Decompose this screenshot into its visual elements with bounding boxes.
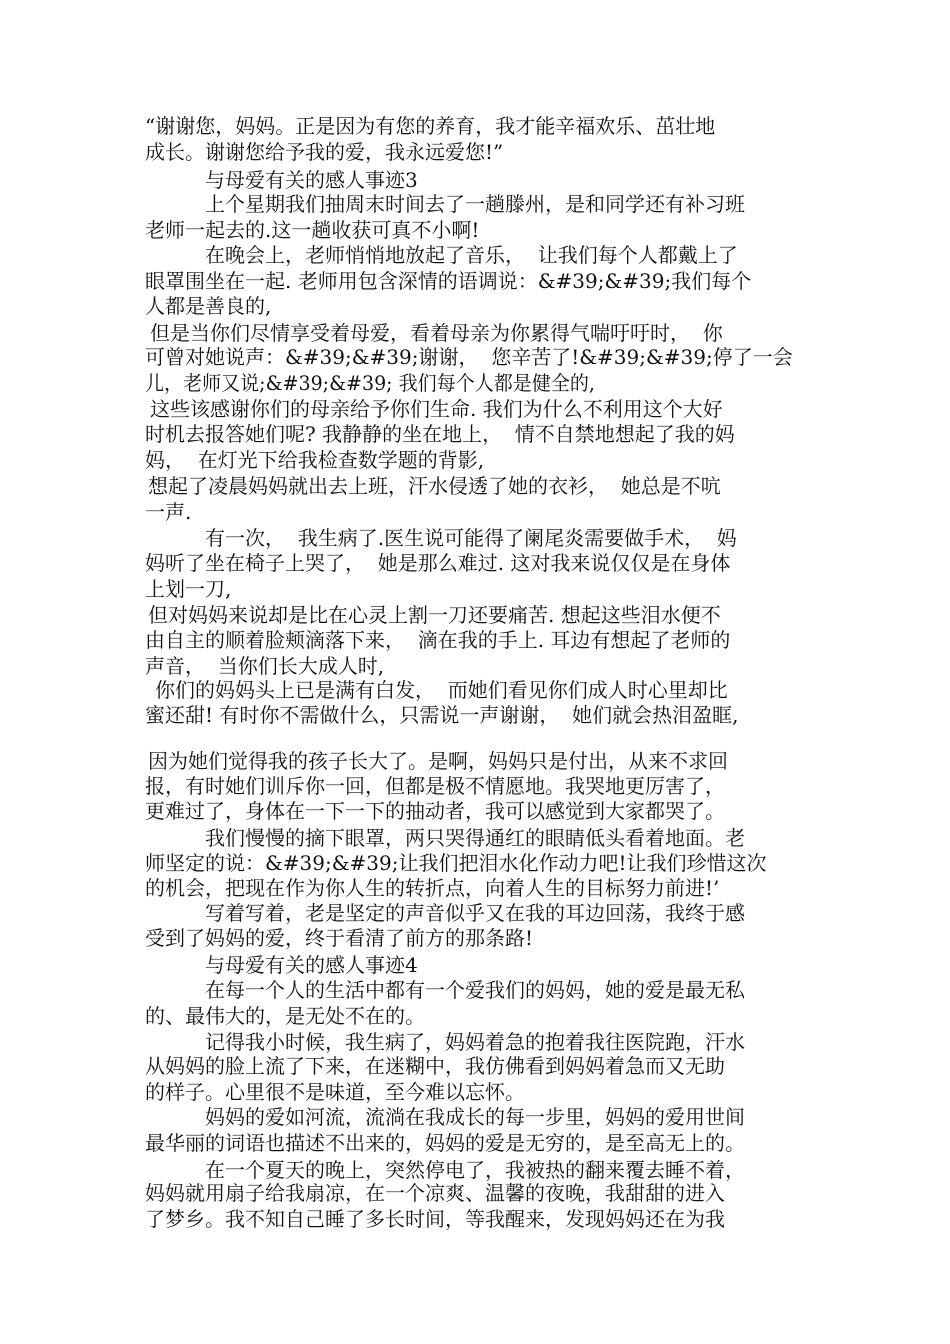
text-line: 因为她们觉得我的孩子长大了。是啊，妈妈只是付出，从来不求回 (148, 749, 728, 773)
text-line: 想起了凌晨妈妈就出去上班，汗水侵透了她的衣衫， 她总是不吭 (148, 474, 721, 498)
text-line: 成长。谢谢您给予我的爱，我永远爱您!” (145, 140, 504, 164)
text-line: 但对妈妈来说却是比在心灵上割一刀还要痛苦. 想起这些泪水便不 (148, 603, 721, 627)
text-line: 时机去报答她们呢? 我静静的坐在地上， 情不自禁地想起了我的妈 (145, 422, 735, 446)
text-line: 了梦乡。我不知自己睡了多长时间，等我醒来，发现妈妈还在为我 (145, 1207, 725, 1231)
text-line: 的、最伟大的，是无处不在的。 (145, 1004, 425, 1028)
text-line: 写着写着，老是坚定的声音似乎又在我的耳边回荡，我终于感 (205, 901, 745, 925)
text-line: 记得我小时候，我生病了，妈妈着急的抱着我往医院跑，汗水 (205, 1030, 745, 1054)
text-line: 在晚会上，老师悄悄地放起了音乐， 让我们每个人都戴上了 (205, 243, 738, 267)
text-line: 妈妈就用扇子给我扇凉，在一个凉爽、温馨的夜晚，我甜甜的进入 (145, 1181, 725, 1205)
text-line: 由自主的顺着脸颊滴落下来， 滴在我的手上. 耳边有想起了老师的 (145, 628, 731, 652)
text-line: 人都是善良的, (145, 294, 272, 318)
text-line: 的样子。心里很不是味道，至今难以忘怀。 (145, 1080, 525, 1104)
text-line: 但是当你们尽情享受着母爱，看着母亲为你累得气喘吁吁时， 你 (150, 321, 723, 345)
section-heading: 与母爱有关的感人事迹4 (205, 953, 418, 977)
text-line: 在一个夏天的晚上，突然停电了，我被热的翻来覆去睡不着， (205, 1158, 745, 1182)
text-line: 这些该感谢你们的母亲给予你们生命. 我们为什么不利用这个大好 (150, 397, 723, 421)
text-line: 从妈妈的脸上流了下来，在迷糊中，我仿佛看到妈妈着急而又无助 (145, 1054, 725, 1078)
text-line: 上个星期我们抽周末时间去了一趟滕州，是和同学还有补习班 (205, 192, 745, 216)
text-line: 报，有时她们训斥你一回，但都是极不情愿地。我哭地更厉害了， (145, 774, 725, 798)
text-line: 我们慢慢的摘下眼罩，两只哭得通红的眼睛低头看着地面。老 (205, 826, 745, 850)
text-line: 老师一起去的.这一趟收获可真不小啊! (145, 218, 480, 242)
text-line: 有一次， 我生病了.医生说可能得了阑尾炎需要做手术， 妈 (205, 526, 737, 550)
text-line: 的机会，把现在作为你人生的转折点，向着人生的目标努力前进!’ (145, 876, 720, 900)
text-line: 受到了妈妈的爱，终于看清了前方的那条路! (145, 926, 534, 950)
text-line: 眼罩围坐在一起. 老师用包含深情的语调说：&#39;&#39;我们每个 (145, 269, 752, 293)
text-line: 妈妈的爱如河流，流淌在我成长的每一步里，妈妈的爱用世间 (205, 1105, 745, 1129)
text-line: 声音， 当你们长大成人时, (145, 654, 385, 678)
section-heading: 与母爱有关的感人事迹3 (205, 168, 418, 192)
text-line: 妈， 在灯光下给我检查数学题的背影, (145, 448, 485, 472)
text-line: 儿，老师又说;&#39;&#39; 我们每个人都是健全的, (145, 371, 595, 395)
text-line: 更难过了，身体在一下一下的抽动者，我可以感觉到大家都哭了。 (145, 799, 725, 823)
text-line: 在每一个人的生活中都有一个爱我们的妈妈，她的爱是最无私 (205, 978, 745, 1002)
text-line: 可曾对她说声：&#39;&#39;谢谢， 您辛苦了!&#39;&#39;停了一会 (145, 345, 793, 369)
text-line: “谢谢您，妈妈。正是因为有您的养育，我才能辛福欢乐、茁壮地 (145, 114, 716, 138)
text-line: 最华丽的词语也描述不出来的，妈妈的爱是无穷的，是至高无上的。 (145, 1131, 745, 1155)
text-line: 一声. (145, 500, 192, 524)
text-line: 你们的妈妈头上已是满有白发， 而她们看见你们成人时心里却比 (155, 678, 728, 702)
text-line: 上划一刀, (145, 577, 232, 601)
text-line: 蜜还甜! 有时你不需做什么，只需说一声谢谢， 她们就会热泪盈眶, (145, 703, 739, 727)
text-line: 妈听了坐在椅子上哭了， 她是那么难过. 这对我来说仅仅是在身体 (145, 551, 731, 575)
text-line: 师坚定的说：&#39;&#39;让我们把泪水化作动力吧!让我们珍惜这次 (145, 851, 767, 875)
